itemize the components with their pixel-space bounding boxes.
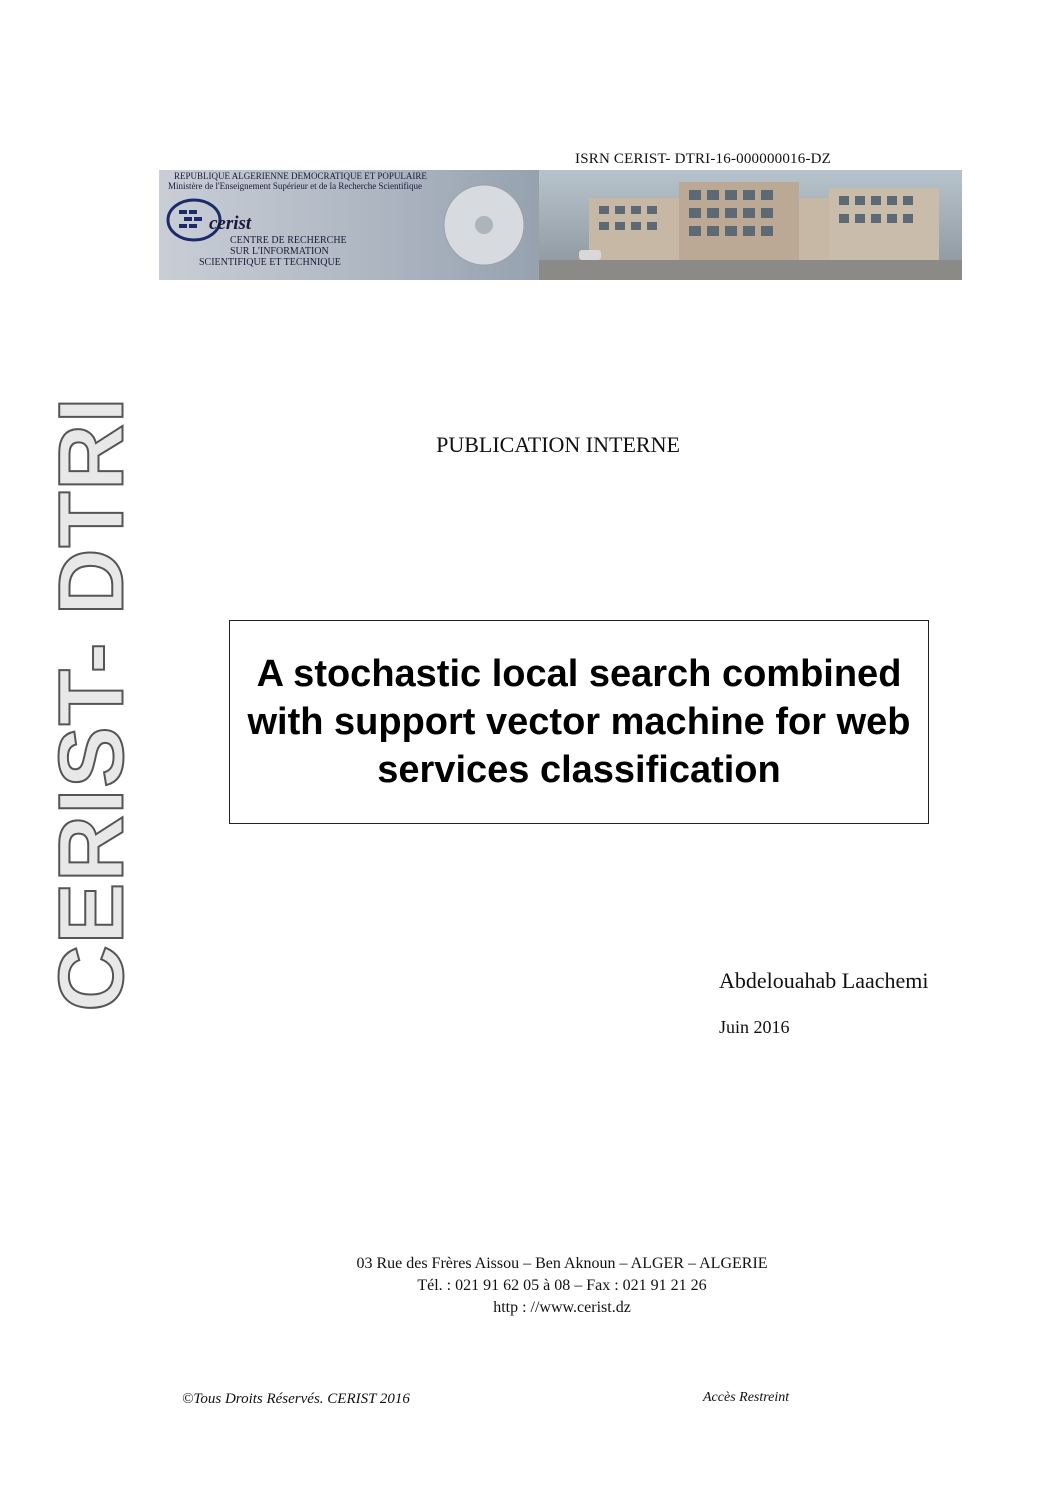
isrn-code: ISRN CERIST- DTRI-16-000000016-DZ — [575, 151, 832, 167]
title-box — [229, 620, 929, 824]
car-graphic — [579, 250, 601, 260]
address-block — [0, 1253, 1051, 1319]
address-line: 03 Rue des Frères Aissou – Ben Aknoun – ALGER – ALGERIE — [356, 1255, 768, 1272]
banner-logo-text: cerist — [209, 213, 252, 234]
copyright-notice: ©Tous Droits Réservés. CERIST 2016 — [182, 1391, 410, 1407]
cd-disc-hole — [475, 216, 493, 234]
website-link[interactable]: http : //www.cerist.dz — [493, 1299, 631, 1316]
publication-date: Juin 2016 — [719, 1017, 790, 1037]
banner-scientifique: SCIENTIFIQUE ET TECHNIQUE — [199, 257, 341, 268]
publication-type: PUBLICATION INTERNE — [436, 432, 680, 457]
banner-republique: REPUBLIQUE ALGERIENNE DEMOCRATIQUE ET POPULAIRE — [174, 171, 427, 181]
side-label-text: CERIST- DTRI — [40, 396, 143, 1012]
access-notice: Accès Restreint — [703, 1390, 790, 1405]
banner-sur: SUR L'INFORMATION — [230, 246, 329, 257]
banner-centre: CENTRE DE RECHERCHE — [230, 235, 347, 246]
document-title: A stochastic local search combined with support vector machine for web services classification — [247, 653, 911, 791]
side-label — [40, 396, 143, 1012]
banner-ministere: Ministère de l'Enseignement Supérieur et de la Recherche Scientifique — [168, 181, 423, 191]
road-graphic — [539, 260, 962, 280]
author-name: Abdelouahab Laachemi — [719, 968, 929, 993]
cerist-banner — [159, 170, 962, 280]
phone-fax-line: Tél. : 021 91 62 05 à 08 – Fax : 021 91 21 26 — [417, 1277, 707, 1294]
